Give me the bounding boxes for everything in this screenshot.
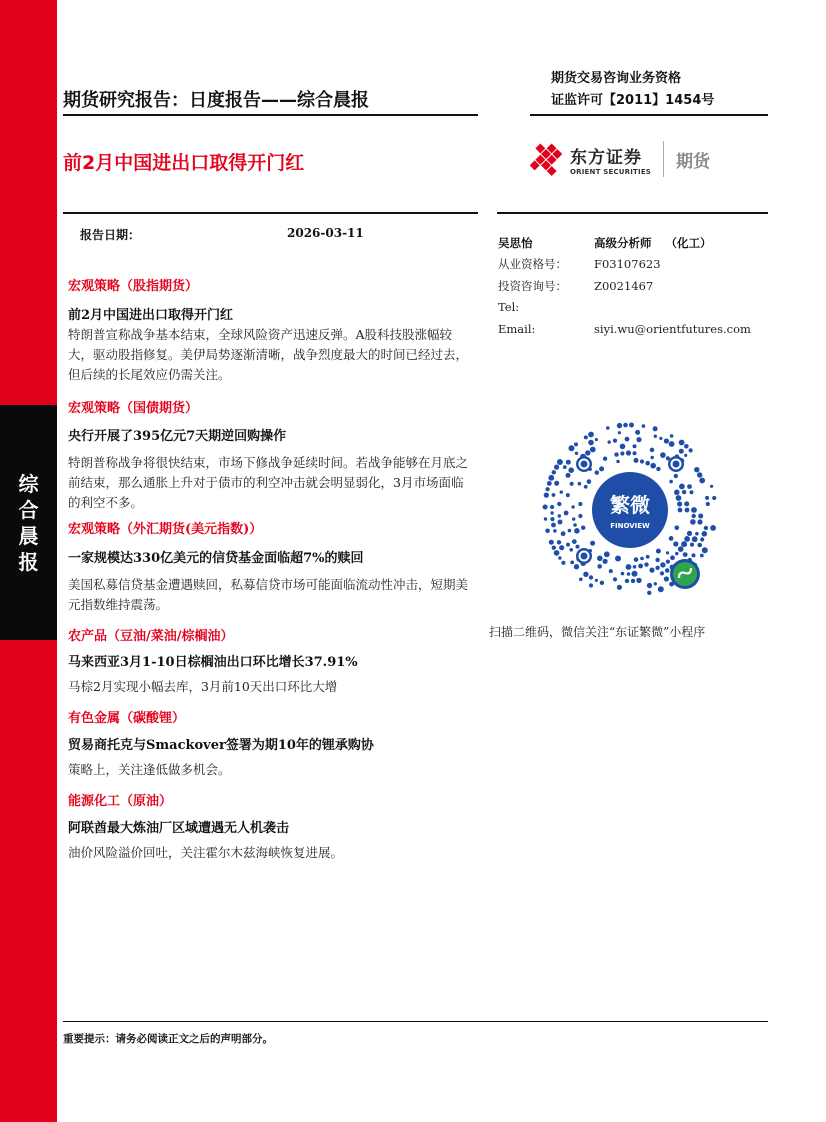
qr-caption: 扫描二维码，微信关注“东证繁微”小程序 (489, 625, 706, 639)
qr-dot (597, 556, 603, 562)
qr-dot (576, 545, 580, 549)
qr-dot (578, 482, 582, 486)
qr-dot (571, 505, 574, 508)
qr-dot (691, 507, 697, 513)
qr-dot (574, 528, 580, 534)
qr-dot (546, 487, 550, 491)
qr-dot (629, 423, 634, 428)
qualification-line-2: 证监许可【2011】1454号 (551, 93, 715, 108)
analyst-title: 高级分析师 (594, 235, 652, 250)
qr-dot (578, 514, 582, 518)
qr-dot (650, 463, 656, 469)
qr-finder-eye (673, 461, 680, 468)
qr-dot (603, 559, 608, 564)
qr-dot (566, 473, 571, 478)
qr-dot (620, 451, 624, 455)
qr-dot (578, 502, 582, 506)
qr-dot (597, 564, 602, 569)
qr-dot (617, 585, 622, 590)
qr-dot (702, 531, 708, 537)
side-tab-char: 合 (18, 497, 39, 522)
qr-dot (634, 458, 639, 463)
qr-dot (687, 531, 692, 536)
qr-dot (684, 536, 690, 542)
qr-dot (673, 541, 678, 546)
orient-logo-icon (528, 141, 564, 177)
qr-dot (625, 437, 630, 442)
qr-dot (570, 561, 574, 565)
meta-rule-left (63, 212, 478, 214)
qr-dot (658, 586, 664, 592)
section-category: 宏观策略（股指期货） (68, 279, 199, 294)
company-logo (528, 141, 710, 177)
qr-dot (574, 442, 578, 446)
qr-dot (636, 578, 641, 583)
qr-dot (692, 514, 696, 518)
qr-dot (695, 532, 699, 536)
qr-dot (683, 552, 688, 557)
qr-dot (677, 501, 682, 506)
qr-dot (646, 555, 650, 559)
analyst-sector: （化工） (665, 235, 712, 250)
qr-dot (669, 441, 675, 447)
qr-dot (678, 508, 683, 513)
qr-dot (631, 579, 635, 583)
qr-dot (650, 448, 655, 453)
qr-dot (679, 440, 685, 446)
qr-dot (706, 502, 710, 506)
qr-dot (552, 546, 556, 550)
qr-dot (700, 537, 704, 541)
qr-dot (543, 505, 548, 510)
qr-dot (634, 557, 639, 562)
qr-dot (666, 560, 670, 564)
qr-dot (583, 572, 588, 577)
qr-dot (566, 460, 571, 465)
logo-name-cn: 东方证券 (570, 147, 642, 168)
logo-name-en: ORIENT SECURITIES (570, 167, 652, 176)
qr-dot (544, 517, 547, 520)
qr-dot (697, 543, 702, 548)
qr-dot (568, 467, 574, 473)
qr-dot (660, 562, 665, 567)
qr-dot (569, 548, 573, 552)
qr-dot (554, 465, 559, 470)
consult-value: Z0021467 (594, 278, 654, 293)
qr-dot (674, 474, 678, 478)
section-title: 阿联酋最大炼油厂区域遭遇无人机袭击 (68, 821, 290, 836)
qr-dot (656, 467, 660, 471)
section-category: 宏观策略（外汇期货(美元指数)） (68, 522, 263, 537)
report-date-label: 报告日期： (80, 228, 141, 242)
footer-important-note: 重要提示：请务必阅读正文之后的声明部分。 (63, 1033, 273, 1045)
qr-dot (674, 490, 680, 496)
header-rule-left (63, 114, 478, 116)
qr-dot (588, 432, 594, 438)
qr-dot (670, 434, 674, 438)
qr-dot (557, 540, 561, 544)
analyst-panel (498, 232, 778, 340)
qr-dot (603, 457, 607, 461)
section-body: 特朗普称战争将很快结束，市场下修战争延续时间。若战争能够在月底之前结束，那么通胀上升对于债市的利空冲击就会明显弱化，3月市场面临的利空不多。 (68, 455, 469, 510)
qr-finder-eye (581, 461, 588, 468)
qr-dot (699, 478, 705, 484)
qr-dot (600, 581, 604, 585)
qr-dot (710, 525, 716, 531)
qr-dot (669, 480, 673, 484)
qr-dot (569, 445, 575, 451)
logo-divider (663, 141, 664, 177)
qr-dot (655, 566, 659, 570)
qr-dot (618, 431, 621, 434)
qr-dot (575, 452, 578, 455)
qr-dot (554, 481, 559, 486)
header-rule-right (530, 114, 768, 116)
qr-dot (544, 493, 549, 498)
qr-dot (621, 572, 625, 576)
side-tab-label (0, 405, 57, 640)
qr-dot (651, 456, 654, 459)
section-category: 有色金属（碳酸锂） (68, 711, 186, 726)
qr-dot (665, 568, 670, 573)
qr-dot (690, 490, 694, 494)
qr-dot (679, 484, 685, 490)
qr-dot (653, 426, 658, 431)
qr-dot (692, 553, 696, 557)
qr-center-en: FINOVIEW (610, 522, 650, 530)
side-tab-char: 报 (18, 549, 39, 574)
qr-dot (702, 547, 708, 553)
qr-dot (558, 514, 561, 517)
qr-dot (700, 554, 704, 558)
qr-dot (552, 493, 556, 497)
report-title: 期货研究报告：日度报告——综合晨报 (63, 90, 369, 111)
wechat-qr-code (540, 414, 720, 608)
qr-dot (581, 526, 585, 530)
qr-dot (626, 450, 631, 455)
qr-finder-eye (581, 553, 588, 560)
qr-dot (632, 571, 638, 577)
qr-dot (669, 536, 674, 541)
qr-dot (620, 444, 626, 450)
qr-dot (697, 472, 702, 477)
qr-dot (595, 470, 599, 474)
qr-dot (633, 451, 637, 455)
qr-dot (585, 450, 590, 455)
section-category: 宏观策略（国债期货） (68, 401, 199, 416)
qr-dot (684, 454, 687, 457)
qr-dot (660, 452, 666, 458)
qr-dot (604, 551, 610, 557)
section-body: 策略上，关注逢低做多机会。 (68, 762, 231, 777)
qr-dot (608, 440, 611, 443)
qr-dot (676, 495, 682, 501)
qr-dot (675, 552, 678, 555)
qr-dot (635, 430, 640, 435)
qr-dot (550, 505, 554, 509)
qr-dot (590, 447, 596, 453)
section-body: 美国私募信贷基金遭遇赎回，私募信贷市场可能面临流动性冲击，短期美元指数维持震荡。 (68, 577, 469, 612)
qr-dot (574, 564, 579, 569)
qr-dot (588, 440, 594, 446)
qr-dot (704, 526, 708, 530)
qr-dot (681, 541, 687, 547)
tel-label: Tel: (498, 300, 520, 315)
qr-dot (609, 569, 613, 573)
qr-dot (684, 501, 689, 506)
qr-dot (616, 460, 619, 463)
qr-dot (633, 444, 637, 448)
qr-dot (689, 448, 693, 452)
email-label: Email: (498, 321, 536, 336)
qr-dot (558, 520, 563, 525)
qr-dot (694, 467, 699, 472)
qr-dot (664, 438, 669, 443)
qr-dot (636, 437, 641, 442)
section-category: 能源化工（原油） (68, 794, 173, 809)
qr-dot (664, 576, 669, 581)
qr-dot (692, 536, 698, 542)
qr-dot (573, 523, 577, 527)
qr-dot (656, 549, 661, 554)
cert-value: F03107623 (594, 257, 661, 272)
qr-dot (553, 529, 557, 533)
cert-label: 从业资格号： (498, 257, 567, 272)
qr-dot (561, 531, 566, 536)
qr-dot (617, 423, 622, 428)
qr-center-cn: 繁微 (610, 493, 650, 517)
consult-label: 投资咨询号： (498, 278, 567, 293)
qr-dot (633, 565, 637, 569)
qr-dot (685, 508, 690, 513)
qr-dot (638, 564, 643, 569)
section-title: 央行开展了395亿元7天期逆回购操作 (68, 429, 287, 444)
qr-dot (705, 496, 709, 500)
analyst-name: 吴思怡 (498, 235, 533, 250)
qr-dot (712, 496, 716, 500)
qr-dot (647, 591, 651, 595)
qr-dot (649, 568, 654, 573)
qr-dot (679, 449, 684, 454)
qr-dot (670, 555, 675, 560)
qr-dot (666, 551, 669, 554)
qr-dot (595, 579, 598, 582)
qr-dot (566, 543, 570, 547)
qr-dot (682, 490, 686, 494)
qr-dot (640, 557, 644, 561)
qr-dot (647, 583, 652, 588)
qr-dot (572, 539, 577, 544)
section-body: 油价风险溢价回吐，关注霍尔木兹海峡恢复进展。 (68, 845, 344, 860)
qr-dot (579, 578, 583, 582)
qr-dot (590, 541, 595, 546)
qr-dot (625, 579, 629, 583)
qr-dot (554, 550, 560, 556)
qr-dot (587, 479, 592, 484)
qr-dot (655, 558, 659, 562)
qr-dot (687, 484, 692, 489)
qr-dot (559, 545, 564, 550)
section-title: 前2月中国进出口取得开门红 (68, 308, 234, 323)
qr-dot (640, 459, 644, 463)
qr-dot (564, 511, 569, 516)
section-body: 马棕2月实现小幅去库，3月前10天出口环比大增 (68, 679, 338, 694)
qr-dot (599, 466, 604, 471)
qr-dot (557, 459, 563, 465)
headline: 前2月中国进出口取得开门红 (63, 152, 305, 174)
qr-dot (654, 435, 657, 438)
section-title: 一家规模达330亿美元的信贷基金面临超7%的赎回 (68, 551, 364, 566)
qr-dot (615, 556, 621, 562)
qr-dot (678, 546, 684, 552)
qr-dot (584, 485, 588, 489)
qr-dot (690, 519, 696, 525)
qr-dot (572, 517, 575, 520)
qr-dot (698, 514, 703, 519)
meta-rule-right (497, 212, 768, 214)
section-title: 马来西亚3月1-10日棕榈油出口环比增长37.91% (68, 655, 358, 670)
qr-dot (566, 493, 570, 497)
qr-dot (560, 490, 563, 493)
mini-program-icon (670, 559, 700, 589)
qr-dot (552, 470, 556, 474)
qr-dot (550, 517, 554, 521)
qr-dot (684, 444, 689, 449)
qr-dot (561, 561, 565, 565)
qr-dot (568, 529, 572, 533)
qr-dot (558, 556, 561, 559)
section-body: 特朗普宣称战争基本结束，全球风险资产迅速反弹。A股科技股涨幅较大，驱动股指修复。美伊局势逐渐清晰，战争烈度最大的时间已经过去，但后续的长尾效应仍需关注。 (68, 327, 469, 382)
section-title: 贸易商托克与Smackover签署为期10年的锂承购协 (68, 738, 374, 753)
qr-dot (557, 502, 561, 506)
section-category: 农产品（豆油/菜油/棕榈油） (68, 629, 234, 644)
qr-dot (547, 481, 552, 486)
qr-dot (627, 572, 631, 576)
qr-dot (570, 482, 574, 486)
logo-division: 期货 (676, 151, 711, 172)
qr-dot (642, 424, 646, 428)
qr-dot (606, 426, 610, 430)
qr-dot (626, 564, 632, 570)
qr-dot (545, 529, 550, 534)
qr-dot (613, 577, 617, 581)
qr-dot (645, 461, 650, 466)
qr-dot (623, 423, 628, 428)
qr-dot (613, 439, 617, 443)
email-link[interactable]: siyi.wu@orientfutures.com (594, 321, 751, 336)
side-tab-char: 晨 (18, 523, 39, 548)
qr-dot (548, 475, 554, 481)
footer-rule (63, 1021, 768, 1022)
qr-dot (584, 435, 588, 439)
qr-dot (697, 519, 702, 524)
qr-dot (551, 523, 556, 528)
qr-dot (660, 571, 664, 575)
qualification-line-1: 期货交易咨询业务资格 (551, 71, 682, 86)
qr-dot (563, 465, 567, 469)
qr-dot (710, 485, 713, 488)
report-date-value: 2026-03-11 (287, 226, 364, 240)
side-tab-char: 综 (18, 471, 39, 496)
qr-dot (644, 562, 648, 566)
qr-dot (549, 540, 554, 545)
qr-dot (654, 582, 657, 585)
qr-dot (614, 452, 618, 456)
qr-dot (659, 437, 662, 440)
qr-dot (550, 511, 553, 514)
qr-dot (589, 583, 593, 587)
qr-dot (595, 438, 598, 441)
qr-dot (589, 575, 593, 579)
qr-dot (690, 543, 694, 547)
qr-dot (675, 525, 680, 530)
